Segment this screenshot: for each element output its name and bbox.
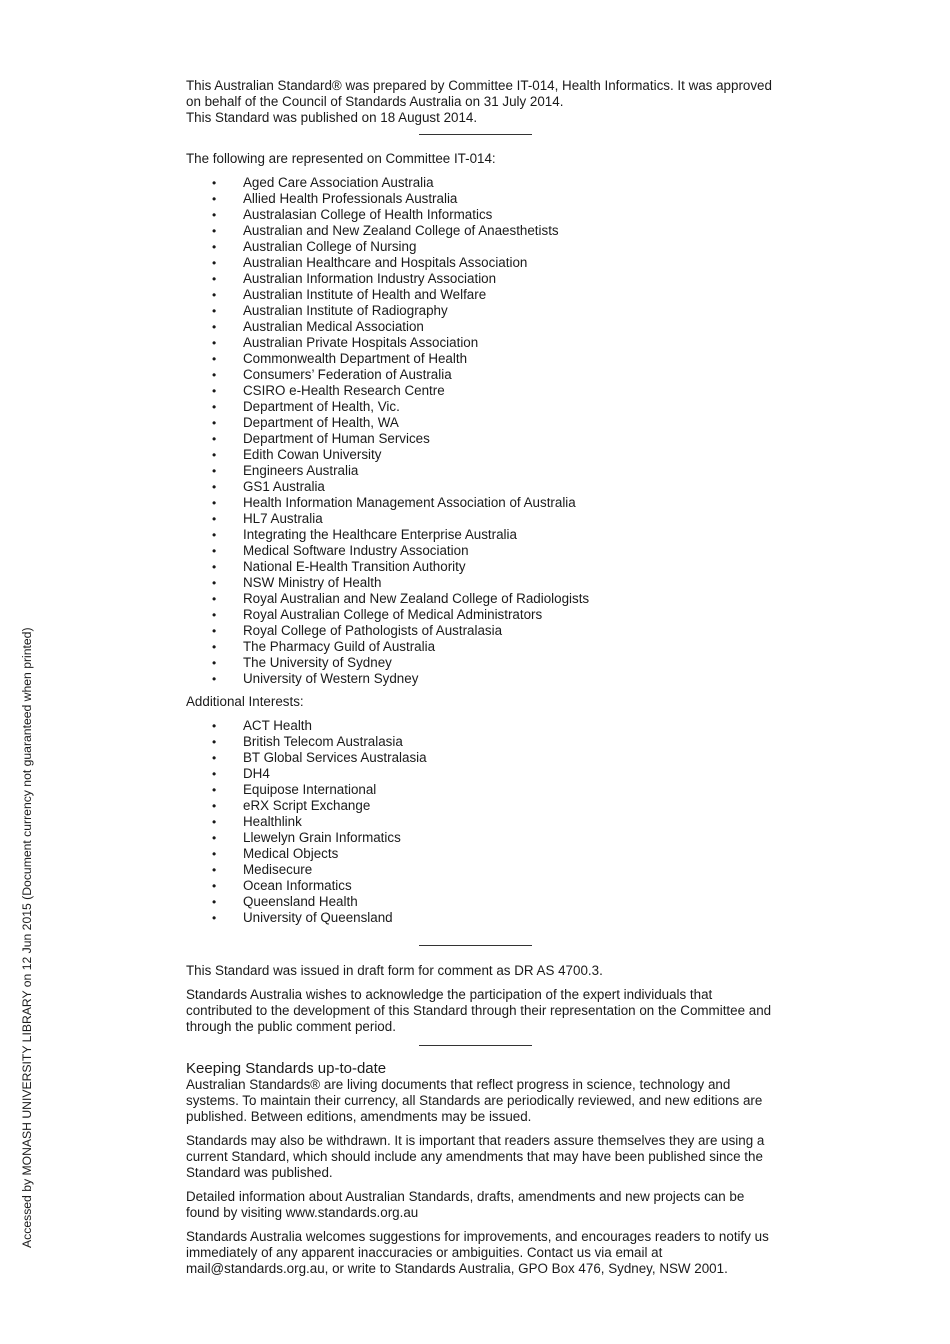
committee-member-item — [186, 623, 776, 639]
committee-member-item — [186, 447, 776, 463]
keeping-paragraph-4 — [186, 1229, 776, 1277]
committee-member-item — [186, 431, 776, 447]
committee-member-item-label: Australian Information Industry Association — [243, 271, 497, 286]
bullet-icon: • — [212, 256, 217, 270]
bullet-icon: • — [212, 656, 217, 670]
additional-interest-item — [186, 894, 776, 910]
intro-published-text: This Standard was published on 18 August 2014. — [186, 110, 478, 125]
additional-interest-item-label: Medisecure — [243, 862, 313, 877]
committee-member-item — [186, 351, 776, 367]
document-page — [186, 78, 776, 1285]
committee-member-item-label: Department of Human Services — [243, 431, 430, 446]
bullet-icon: • — [212, 624, 217, 638]
committee-member-item-label: Australian and New Zealand College of Anaesthetists — [243, 223, 559, 238]
additional-interest-item-label: Healthlink — [243, 814, 302, 829]
committee-member-item-label: HL7 Australia — [243, 511, 323, 526]
committee-member-item — [186, 335, 776, 351]
additional-interest-item — [186, 862, 776, 878]
committee-member-item — [186, 223, 776, 239]
additional-interest-item-label: Llewelyn Grain Informatics — [243, 830, 401, 845]
additional-interest-item — [186, 734, 776, 750]
bullet-icon: • — [212, 528, 217, 542]
committee-member-item-label: Royal Australian and New Zealand College of Radiologists — [243, 591, 590, 606]
bullet-icon: • — [212, 176, 217, 190]
contact-email-link[interactable]: mail@standards.org.au — [186, 1261, 325, 1276]
committee-member-item — [186, 255, 776, 271]
committee-member-item-label: GS1 Australia — [243, 479, 325, 494]
acknowledgement-text: Standards Australia wishes to acknowledge the participation of the expert individuals that contributed to the development of this Standard through their representation on the Committee and through the public comment period. — [186, 987, 772, 1034]
committee-member-item-label: Department of Health, Vic. — [243, 399, 400, 414]
section-divider — [419, 134, 532, 135]
additional-interest-item-label: British Telecom Australasia — [243, 734, 403, 749]
additional-interests-list — [186, 718, 776, 926]
additional-interest-item-label: BT Global Services Australasia — [243, 750, 427, 765]
bullet-icon: • — [212, 208, 217, 222]
additional-interest-item-label: Queensland Health — [243, 894, 358, 909]
draft-notice: This Standard was issued in draft form for comment as DR AS 4700.3. — [186, 963, 603, 978]
additional-interest-item — [186, 830, 776, 846]
additional-interest-item — [186, 814, 776, 830]
committee-member-item-label: The University of Sydney — [243, 655, 392, 670]
committee-member-item — [186, 207, 776, 223]
additional-interests-heading: Additional Interests: — [186, 694, 304, 709]
committee-member-item-label: Australian Medical Association — [243, 319, 424, 334]
bullet-icon: • — [212, 320, 217, 334]
committee-member-item-label: Aged Care Association Australia — [243, 175, 434, 190]
committee-member-item — [186, 591, 776, 607]
bullet-icon: • — [212, 336, 217, 350]
committee-member-item — [186, 527, 776, 543]
additional-interest-item-label: Equipose International — [243, 782, 377, 797]
bullet-icon: • — [212, 544, 217, 558]
bullet-icon: • — [212, 783, 217, 797]
committee-member-item-label: Engineers Australia — [243, 463, 359, 478]
committee-member-item — [186, 399, 776, 415]
committee-member-item-label: Australian Institute of Health and Welfare — [243, 287, 487, 302]
additional-interest-item — [186, 846, 776, 862]
bullet-icon: • — [212, 496, 217, 510]
bullet-icon: • — [212, 240, 217, 254]
additional-interest-item-label: ACT Health — [243, 718, 312, 733]
bullet-icon: • — [212, 432, 217, 446]
bullet-icon: • — [212, 304, 217, 318]
bullet-icon: • — [212, 192, 217, 206]
bullet-icon: • — [212, 719, 217, 733]
bullet-icon: • — [212, 464, 217, 478]
committee-member-item — [186, 319, 776, 335]
additional-interest-item — [186, 782, 776, 798]
additional-interest-item — [186, 718, 776, 734]
bullet-icon: • — [212, 847, 217, 861]
bullet-icon: • — [212, 767, 217, 781]
committee-member-item-label: The Pharmacy Guild of Australia — [243, 639, 436, 654]
additional-interest-item-label: eRX Script Exchange — [243, 798, 371, 813]
bullet-icon: • — [212, 863, 217, 877]
committee-member-item-label: Australasian College of Health Informatics — [243, 207, 493, 222]
bullet-icon: • — [212, 448, 217, 462]
bullet-icon: • — [212, 640, 217, 654]
keeping-paragraph-4-text: Standards Australia welcomes suggestions for improvements, and encourages readers to notify us immediately of any apparent inaccuracies or ambiguities. Contact us via email at — [186, 1229, 769, 1260]
keeping-paragraph-3-text: Detailed information about Australian Standards, drafts, amendments and new projects can be found by visiting — [186, 1189, 745, 1220]
bullet-icon: • — [212, 592, 217, 606]
committee-member-list — [186, 175, 776, 687]
committee-member-item-label: Health Information Management Association of Australia — [243, 495, 576, 510]
access-side-note: Accessed by MONASH UNIVERSITY LIBRARY on 12 Jun 2015 (Document currency not guaranteed when printed) — [20, 627, 34, 1248]
bullet-icon: • — [212, 879, 217, 893]
committee-member-item — [186, 271, 776, 287]
committee-member-item-label: Australian Healthcare and Hospitals Association — [243, 255, 528, 270]
additional-interest-item — [186, 910, 776, 926]
committee-member-item — [186, 559, 776, 575]
standards-website-link[interactable]: www.standards.org.au — [285, 1205, 419, 1220]
bullet-icon: • — [212, 368, 217, 382]
keeping-paragraph-4-tail: , or write to Standards Australia, GPO Box 476, Sydney, NSW 2001. — [324, 1261, 728, 1276]
committee-member-item — [186, 639, 776, 655]
committee-member-item — [186, 303, 776, 319]
additional-interest-item — [186, 878, 776, 894]
committee-member-item — [186, 479, 776, 495]
bullet-icon: • — [212, 384, 217, 398]
section-divider — [419, 945, 532, 946]
committee-member-item-label: Allied Health Professionals Australia — [243, 191, 458, 206]
bullet-icon: • — [212, 799, 217, 813]
additional-interest-item — [186, 766, 776, 782]
keeping-paragraph-1: Australian Standards® are living documents that reflect progress in science, technology and systems. To maintain their currency, all Standards are periodically reviewed, and new editions are published. Between editions, amendments may be issued. — [186, 1077, 763, 1124]
committee-member-item-label: Department of Health, WA — [243, 415, 399, 430]
additional-interest-item-label: Ocean Informatics — [243, 878, 352, 893]
committee-member-item — [186, 383, 776, 399]
committee-member-item-label: Australian Institute of Radiography — [243, 303, 448, 318]
committee-member-item-label: Royal Australian College of Medical Administrators — [243, 607, 543, 622]
committee-member-item — [186, 415, 776, 431]
keeping-standards-title: Keeping Standards up-to-date — [186, 1060, 387, 1077]
bullet-icon: • — [212, 895, 217, 909]
bullet-icon: • — [212, 831, 217, 845]
additional-interest-item — [186, 798, 776, 814]
keeping-paragraph-3 — [186, 1189, 776, 1221]
bullet-icon: • — [212, 576, 217, 590]
committee-member-item-label: Consumers’ Federation of Australia — [243, 367, 452, 382]
committee-member-item-label: Integrating the Healthcare Enterprise Australia — [243, 527, 517, 542]
committee-member-item — [186, 655, 776, 671]
committee-member-item-label: Australian Private Hospitals Association — [243, 335, 479, 350]
committee-member-item-label: NSW Ministry of Health — [243, 575, 382, 590]
committee-member-item-label: National E-Health Transition Authority — [243, 559, 466, 574]
committee-member-item — [186, 463, 776, 479]
committee-member-item-label: Edith Cowan University — [243, 447, 382, 462]
bullet-icon: • — [212, 288, 217, 302]
keeping-paragraph-2: Standards may also be withdrawn. It is important that readers assure themselves they are using a current Standard, which should include any amendments that may have been published since the Standard was published. — [186, 1133, 765, 1180]
bullet-icon: • — [212, 608, 217, 622]
additional-interest-item-label: DH4 — [243, 766, 270, 781]
committee-member-item — [186, 543, 776, 559]
bullet-icon: • — [212, 512, 217, 526]
committee-member-item — [186, 191, 776, 207]
committee-member-item-label: Royal College of Pathologists of Australasia — [243, 623, 503, 638]
committee-member-item-label: Australian College of Nursing — [243, 239, 417, 254]
bullet-icon: • — [212, 224, 217, 238]
committee-member-item-label: University of Western Sydney — [243, 671, 419, 686]
bullet-icon: • — [212, 911, 217, 925]
additional-interest-item-label: University of Queensland — [243, 910, 393, 925]
committee-member-item-label: Commonwealth Department of Health — [243, 351, 468, 366]
bullet-icon: • — [212, 815, 217, 829]
committee-heading: The following are represented on Committee IT-014: — [186, 151, 496, 166]
bullet-icon: • — [212, 352, 217, 366]
bullet-icon: • — [212, 560, 217, 574]
bullet-icon: • — [212, 416, 217, 430]
committee-member-item — [186, 495, 776, 511]
intro-approval-text: This Australian Standard® was prepared by Committee IT-014, Health Informatics. It was approved on behalf of the Council of Standards Australia on 31 July 2014. — [186, 78, 772, 109]
committee-member-item-label: Medical Software Industry Association — [243, 543, 469, 558]
section-divider — [419, 1045, 532, 1046]
bullet-icon: • — [212, 272, 217, 286]
additional-interest-item-label: Medical Objects — [243, 846, 339, 861]
bullet-icon: • — [212, 672, 217, 686]
additional-interest-item — [186, 750, 776, 766]
bullet-icon: • — [212, 751, 217, 765]
committee-member-item-label: CSIRO e-Health Research Centre — [243, 383, 445, 398]
committee-member-item — [186, 671, 776, 687]
committee-member-item — [186, 575, 776, 591]
committee-member-item — [186, 511, 776, 527]
committee-member-item — [186, 175, 776, 191]
committee-member-item — [186, 287, 776, 303]
committee-member-item — [186, 367, 776, 383]
bullet-icon: • — [212, 400, 217, 414]
committee-member-item — [186, 239, 776, 255]
bullet-icon: • — [212, 480, 217, 494]
committee-member-item — [186, 607, 776, 623]
bullet-icon: • — [212, 735, 217, 749]
